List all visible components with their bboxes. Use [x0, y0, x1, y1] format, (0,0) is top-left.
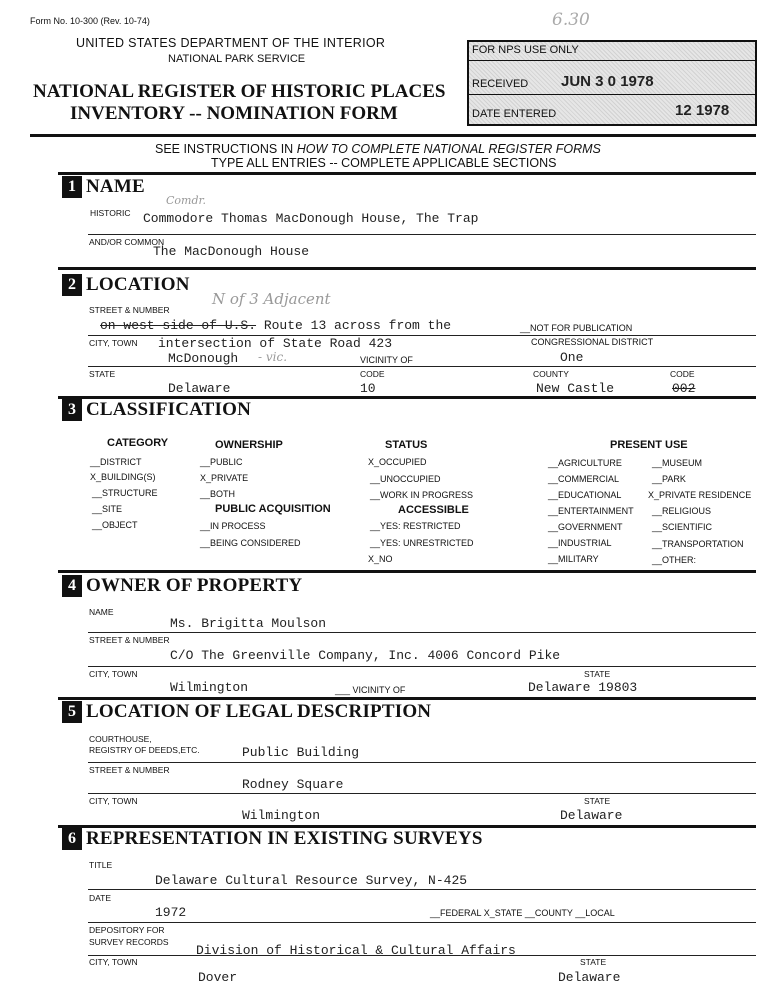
owner-vicinity: ___ VICINITY OF [335, 685, 406, 695]
owner-state-label: STATE [584, 669, 611, 679]
ownership-both: __BOTH [200, 489, 236, 499]
use-scientific: __SCIENTIFIC [652, 522, 713, 532]
street-line2: intersection of State Road 423 [158, 336, 393, 351]
nps-use-box [467, 40, 757, 126]
code2-label: CODE [670, 369, 695, 379]
street-line1: on west side of U.S. Route 13 across from the [100, 318, 452, 333]
survey-date-label: DATE [89, 893, 112, 903]
survey-city-label: CITY, TOWN [89, 957, 138, 967]
common-label: AND/OR COMMON [89, 237, 165, 247]
courthouse-value: Public Building [242, 745, 360, 760]
owner-city-label: CITY, TOWN [89, 669, 138, 679]
survey-state: Delaware [558, 970, 621, 985]
not-for-publication: __NOT FOR PUBLICATION [520, 323, 633, 333]
section-name-header: 1 NAME [62, 176, 145, 198]
section-location-header: 2 LOCATION [62, 274, 190, 296]
category-structure: __STRUCTURE [92, 488, 158, 498]
form-title-line1: NATIONAL REGISTER OF HISTORIC PLACES [33, 81, 446, 102]
county-value: New Castle [536, 381, 615, 396]
vicinity-label: VICINITY OF [360, 355, 413, 365]
public-acquisition-heading: PUBLIC ACQUISITION [215, 503, 331, 515]
legal-city-label: CITY, TOWN [89, 796, 138, 806]
use-military: __MILITARY [548, 554, 599, 564]
category-heading: CATEGORY [107, 437, 169, 449]
use-other: __OTHER: [652, 555, 697, 565]
category-object: __OBJECT [92, 520, 138, 530]
use-transportation: __TRANSPORTATION [652, 539, 744, 549]
category-site: __SITE [92, 504, 123, 514]
date-entered-label: DATE ENTERED [472, 108, 557, 120]
status-occupied: X_OCCUPIED [368, 457, 427, 467]
courthouse-label2: REGISTRY OF DEEDS,ETC. [89, 745, 200, 755]
use-agriculture: __AGRICULTURE [548, 458, 622, 468]
courthouse-label1: COURTHOUSE, [89, 734, 152, 744]
ownership-private: X_PRIVATE [200, 473, 249, 483]
section-legal-header: 5 LOCATION OF LEGAL DESCRIPTION [62, 701, 431, 723]
code2-value: 002 [672, 381, 696, 396]
depository-value: Division of Historical & Cultural Affairs [196, 943, 516, 958]
date-entered-stamp: 12 1978 [675, 102, 730, 119]
owner-name: Ms. Brigitta Moulson [170, 616, 327, 631]
depository-label2: SURVEY RECORDS [89, 937, 169, 947]
legal-street: Rodney Square [242, 777, 344, 792]
handwritten-note: 6.30 [552, 10, 590, 30]
accessible-unrestricted: __YES: UNRESTRICTED [370, 538, 474, 548]
public-acq-being-considered: __BEING CONSIDERED [200, 538, 301, 548]
status-unoccupied: __UNOCCUPIED [370, 474, 441, 484]
historic-name: Commodore Thomas MacDonough House, The Trap [143, 211, 479, 226]
survey-title: Delaware Cultural Resource Survey, N-425 [155, 873, 468, 888]
survey-title-label: TITLE [89, 860, 113, 870]
form-number: Form No. 10-300 (Rev. 10-74) [30, 16, 150, 26]
state-label: STATE [89, 369, 116, 379]
department: UNITED STATES DEPARTMENT OF THE INTERIOR [76, 36, 386, 50]
section-owner-header: 4 OWNER OF PROPERTY [62, 575, 302, 597]
state-value: Delaware [168, 381, 231, 396]
survey-levels: __FEDERAL X_STATE __COUNTY __LOCAL [430, 908, 615, 918]
use-industrial: __INDUSTRIAL [548, 538, 612, 548]
status-heading: STATUS [385, 439, 428, 451]
instructions-line1: SEE INSTRUCTIONS IN HOW TO COMPLETE NATIONAL REGISTER FORMS [155, 142, 601, 156]
common-name: The MacDonough House [153, 244, 310, 259]
status-work-in-progress: __WORK IN PROGRESS [370, 490, 474, 500]
legal-state-label: STATE [584, 796, 611, 806]
code-label: CODE [360, 369, 385, 379]
historic-handwriting: Comdr. [166, 194, 207, 207]
service: NATIONAL PARK SERVICE [168, 53, 306, 65]
owner-name-label: NAME [89, 607, 114, 617]
use-entertainment: __ENTERTAINMENT [548, 506, 634, 516]
county-label: COUNTY [533, 369, 569, 379]
legal-city: Wilmington [242, 808, 321, 823]
city-label: CITY, TOWN [89, 338, 138, 348]
section-surveys-header: 6 REPRESENTATION IN EXISTING SURVEYS [62, 828, 483, 850]
owner-state: Delaware 19803 [528, 680, 638, 695]
owner-street-label: STREET & NUMBER [89, 635, 170, 645]
accessible-no: X_NO [368, 554, 393, 564]
survey-date: 1972 [155, 905, 187, 920]
accessible-restricted: __YES: RESTRICTED [370, 521, 461, 531]
section-classification-header: 3 CLASSIFICATION [62, 399, 251, 421]
instructions-line2: TYPE ALL ENTRIES -- COMPLETE APPLICABLE SECTIONS [211, 156, 557, 170]
ownership-public: __PUBLIC [200, 457, 243, 467]
legal-state: Delaware [560, 808, 623, 823]
owner-street: C/O The Greenville Company, Inc. 4006 Concord Pike [170, 648, 561, 663]
received-label: RECEIVED [472, 78, 529, 90]
congressional-label: CONGRESSIONAL DISTRICT [531, 337, 654, 347]
survey-city: Dover [198, 970, 238, 985]
congressional-value: One [560, 350, 584, 365]
accessible-heading: ACCESSIBLE [398, 504, 469, 516]
survey-state-label: STATE [580, 957, 607, 967]
received-stamp: JUN 3 0 1978 [561, 73, 654, 90]
use-private-residence: X_PRIVATE RESIDENCE [648, 490, 752, 500]
owner-city: Wilmington [170, 680, 249, 695]
depository-label1: DEPOSITORY FOR [89, 925, 165, 935]
category-building: X_BUILDING(S) [90, 472, 156, 482]
historic-label: HISTORIC [90, 208, 131, 218]
code-value: 10 [360, 381, 376, 396]
legal-street-label: STREET & NUMBER [89, 765, 170, 775]
use-commercial: __COMMERCIAL [548, 474, 620, 484]
street-handwriting: N of 3 Adjacent [212, 290, 331, 308]
public-acq-in-process: __IN PROCESS [200, 521, 266, 531]
use-religious: __RELIGIOUS [652, 506, 712, 516]
use-museum: __MUSEUM [652, 458, 703, 468]
category-district: __DISTRICT [90, 457, 142, 467]
form-title-line2: INVENTORY -- NOMINATION FORM [70, 103, 398, 124]
street-label: STREET & NUMBER [89, 305, 170, 315]
use-educational: __EDUCATIONAL [548, 490, 622, 500]
nps-label: FOR NPS USE ONLY [472, 44, 579, 56]
use-park: __PARK [652, 474, 686, 484]
city-handwriting: - vic. [258, 350, 288, 364]
present-use-heading: PRESENT USE [610, 439, 688, 451]
use-government: __GOVERNMENT [548, 522, 623, 532]
ownership-heading: OWNERSHIP [215, 439, 283, 451]
city-value: McDonough [168, 351, 239, 366]
